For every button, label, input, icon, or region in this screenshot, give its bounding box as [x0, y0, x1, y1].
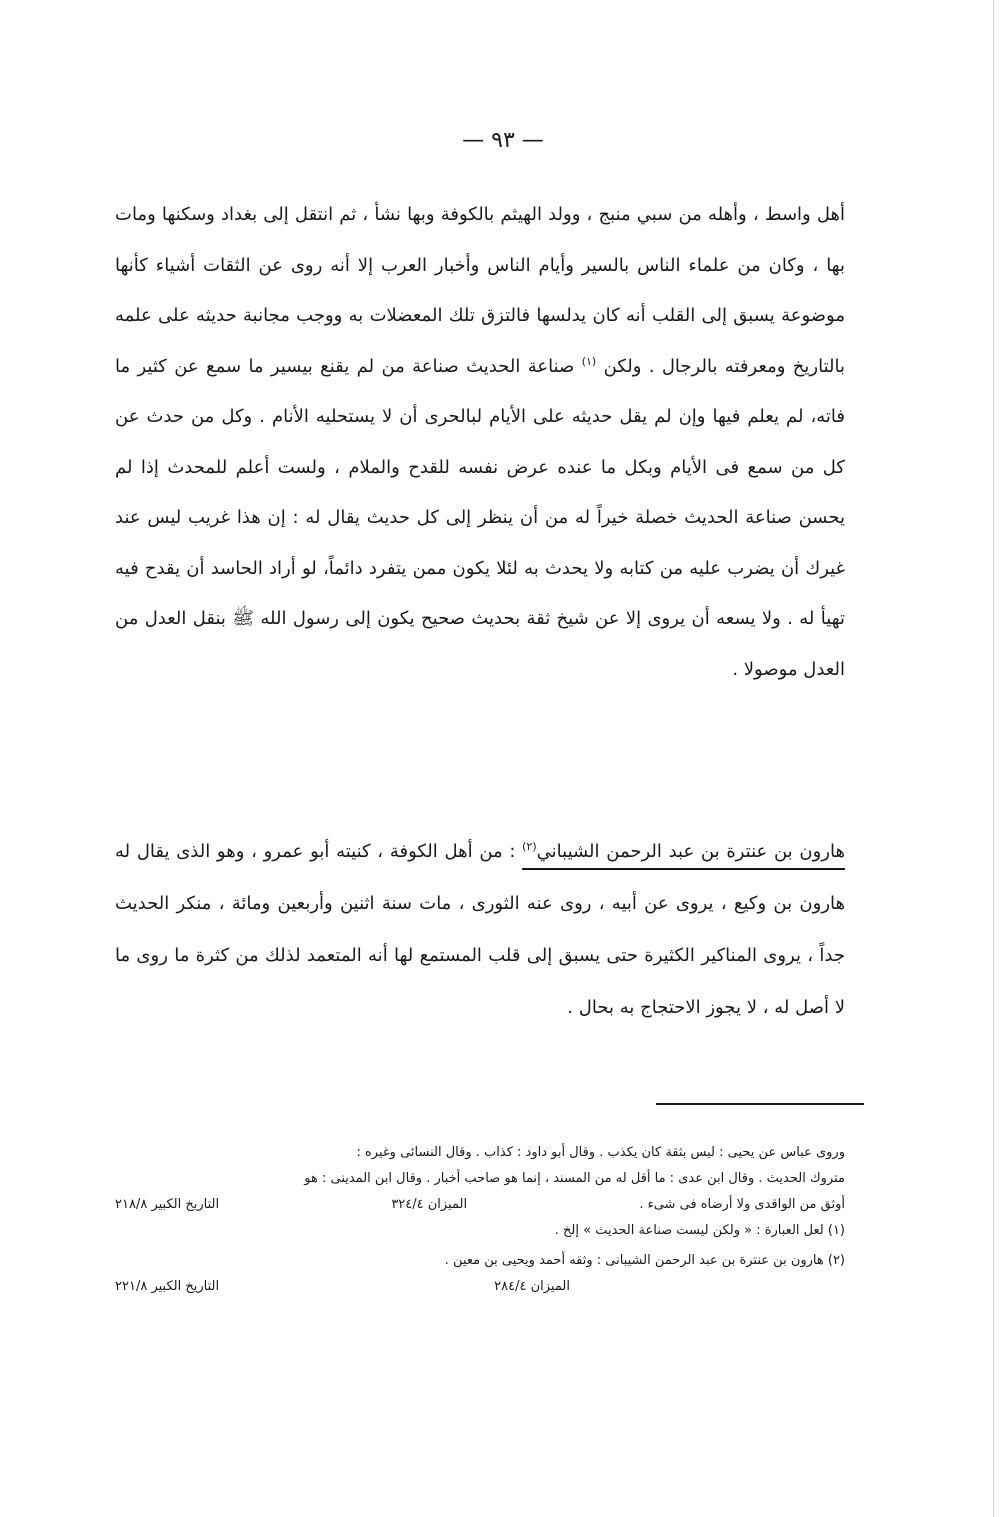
footnotes-section — [115, 1140, 845, 1300]
entry-name — [522, 841, 845, 870]
entry-name-text: هارون بن عنترة بن عبد الرحمن الشيباني — [536, 841, 845, 862]
main-paragraph — [115, 190, 845, 695]
citation-mizan: الميزان ٣٢٤/٤ — [391, 1197, 468, 1212]
footnote-continuation-line: وروى عباس عن يحيى : ليس بثقة كان يكذب . وقال أبو داود : كذاب . وقال النسائى وغيره : — [356, 1145, 845, 1160]
citation-mizan-2: الميزان ٢٨٤/٤ — [494, 1279, 570, 1294]
footnote-2: (٢) هارون بن عنترة بن عبد الرحمن الشيبانى : وثقه أحمد ويحيى بن معين . — [444, 1253, 845, 1268]
page-edge-line — [993, 0, 994, 1517]
page-number: — ٩٣ — — [462, 128, 544, 153]
footnote-1: (١) لعل العبارة : « ولكن ليست صناعة الحديث » إلخ . — [554, 1223, 845, 1238]
biography-entry — [115, 826, 845, 1034]
footnote-ref-2: (٢) — [522, 840, 537, 853]
footnote-continuation-row — [115, 1192, 845, 1218]
entry-text: : من أهل الكوفة ، كنيته أبو عمرو ، وهو الذى يقال له هارون بن وكيع ، يروى عن أبيه ، روى عنه الثورى ، مات سنة اثنين وأربعين ومائة ، منكر الحديث جداً ، يروى المناكير الكثيرة حتى يسبق إلى قلب المستمع لها أنه المتعمد لذلك من كثرة ما روى ما لا أصل له ، لا يجوز الاحتجاج به بحال . — [115, 841, 845, 1018]
footnote-2-citations — [115, 1274, 845, 1300]
footnote-continuation-line: متروك الحديث . وقال ابن عدى : ما أقل له من المسند ، إنما هو صاحب أخبار . وقال ابن المدينى : هو — [304, 1171, 845, 1186]
footnote-divider — [656, 1103, 864, 1105]
paragraph-text-continued: صناعة الحديث صناعة من لم يقنع بيسير ما سمع عن كثير ما فاته، لم يعلم فيها وإن لم يقل حديثه على الأيام لبالحرى أن لا يستحليه الأنام . وكل من حدث عن كل من سمع فى الأيام وبكل ما عنده عرض نفسه للقدح والملام ، ولست أعلم للمحدث إذا لم يحسن صناعة الحديث خصلة خيراً له من أن ينظر إلى كل حديث يقال له : إن هذا غريب ليس عند غيرك أن يضرب عليه من كتابه ولا يحدث به لئلا يكون ممن يتفرد دائماً، لو أراد الحاسد أن يقدح فيه تهيأ له . ولا يسعه أن يروى إلا عن شيخ ثقة بحديث صحيح يكون إلى رسول الله ﷺ بنقل العدل من العدل موصولا . — [115, 355, 845, 680]
citation-tarikh: التاريخ الكبير ٢١٨/٨ — [115, 1197, 220, 1212]
footnote-continuation-line: أوثق من الواقدى ولا أرضاه فى شىء . — [639, 1197, 845, 1212]
paragraph-text: أهل واسط ، وأهله من سبي منبج ، وولد الهيثم بالكوفة وبها نشأ ، ثم انتقل إلى بغداد وسكنها ومات بها ، وكان من علماء الناس بالسير وأيام الناس وأخبار العرب إلا أنه روى عن الثقات أشياء كأنها موضوعة يسبق إلى القلب أنه كان يدلسها فالتزق تلك المعضلات به ووجب مجانبة حديثه على علمه بالتاريخ ومعرفته بالرجال . ولكن — [115, 204, 846, 377]
citation-tarikh-2: التاريخ الكبير ٢٢١/٨ — [115, 1279, 220, 1294]
footnote-ref-1: (١) — [581, 354, 597, 368]
